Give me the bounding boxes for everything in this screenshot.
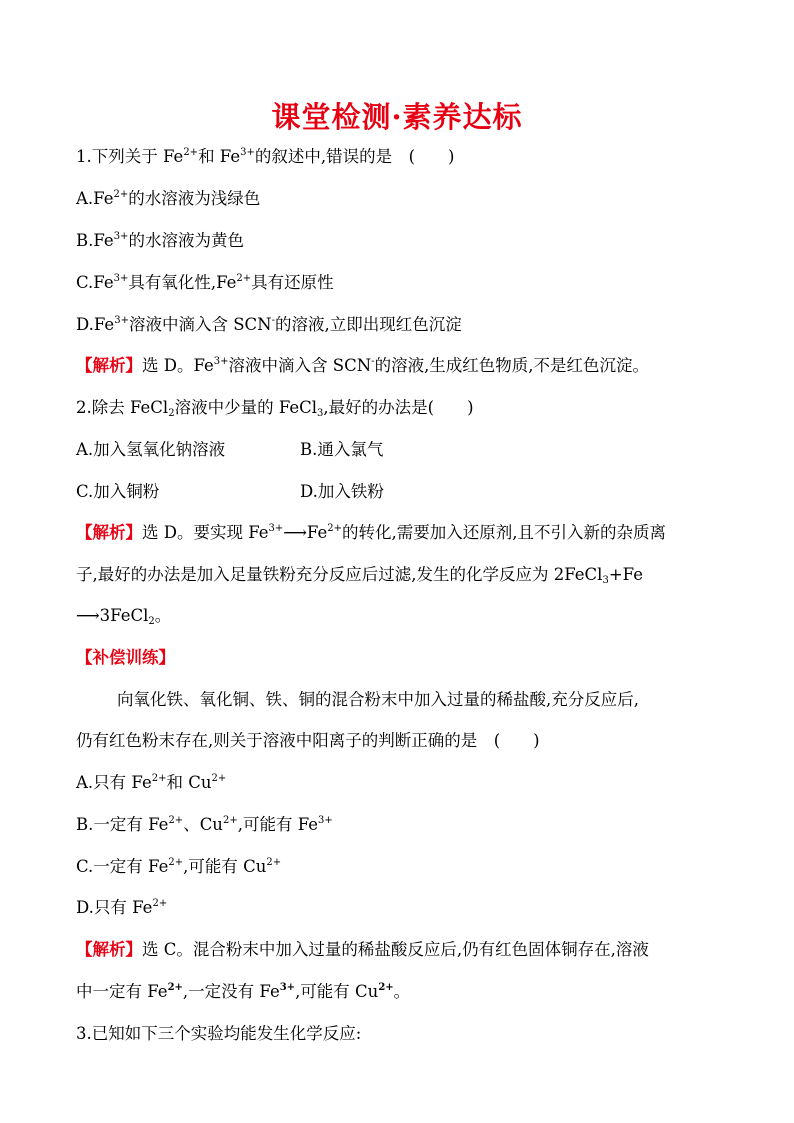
text-run: ,可能有 Cu — [183, 857, 267, 876]
comp-analysis-line2 — [76, 982, 410, 1002]
text-run: A.只有 Fe — [76, 773, 152, 792]
text-run: ⟶Fe — [283, 523, 328, 542]
superscript: - — [371, 356, 375, 367]
superscript: 2+ — [168, 815, 184, 826]
text-run: 和 Cu — [166, 773, 212, 792]
text-run: B.Fe — [76, 231, 114, 250]
text-run: 具有氧化性,Fe — [128, 273, 237, 292]
superscript: 2+ — [167, 982, 183, 993]
analysis-label: 【解析】 — [76, 356, 142, 375]
text-run: 和 Fe — [198, 147, 241, 166]
text-run: B.一定有 Fe — [76, 815, 169, 834]
comp-option-b — [76, 815, 333, 835]
superscript: 2+ — [222, 815, 238, 826]
q3-stem: 3.已知如下三个实验均能发生化学反应: — [76, 1024, 362, 1043]
superscript: 3+ — [213, 356, 229, 367]
text-run: 溶液中滴入含 SCN — [128, 315, 272, 334]
comp-option-d — [76, 898, 167, 918]
q2-option-a: A.加入氢氧化钠溶液 — [76, 440, 226, 459]
text-run: 的水溶液为浅绿色 — [128, 189, 261, 208]
superscript: 2+ — [378, 982, 394, 993]
text-run: 选 C。混合粉末中加入过量的稀盐酸反应后,仍有红色固体铜存在,溶液 — [142, 940, 649, 959]
text-run: 的溶液,生成红色物质,不是红色沉淀。 — [374, 356, 650, 375]
text-run: 的转化,需要加入还原剂,且不引入新的杂质离 — [342, 523, 666, 542]
text-run: 具有还原性 — [251, 273, 334, 292]
text-run: 。 — [154, 606, 172, 625]
superscript: 2+ — [266, 857, 282, 868]
text-run: ,最好的办法是( ) — [323, 398, 474, 417]
superscript: 3+ — [113, 231, 129, 242]
q2-analysis-line2 — [76, 565, 643, 585]
superscript: 2+ — [236, 273, 252, 284]
superscript: 2+ — [152, 898, 168, 909]
text-run: 2.除去 FeCl — [76, 398, 169, 417]
text-run: 子,最好的办法是加入足量铁粉充分反应后过滤,发生的化学反应为 2FeCl — [76, 565, 603, 584]
analysis-label: 【解析】 — [76, 523, 142, 542]
text-run: D.只有 Fe — [76, 898, 153, 917]
superscript: 3+ — [318, 815, 333, 826]
superscript: 3+ — [240, 147, 255, 158]
comp-stem-line2: 仍有红色粉末存在,则关于溶液中阳离子的判断正确的是 ( ) — [76, 731, 540, 750]
text-run: 选 D。Fe — [142, 356, 214, 375]
q1-option-d — [76, 315, 462, 335]
superscript: 3+ — [268, 523, 284, 534]
text-run: ⟶3FeCl — [76, 606, 149, 625]
text-run: 、Cu — [183, 815, 223, 834]
q1-option-a — [76, 189, 260, 209]
text-run: 。 — [393, 982, 411, 1001]
subscript: 3 — [602, 575, 609, 586]
text-run: 选 D。要实现 Fe — [142, 523, 269, 542]
compensatory-training-label: 【补偿训练】 — [76, 648, 175, 667]
superscript: - — [271, 315, 275, 326]
subscript: 3 — [317, 408, 324, 419]
superscript: 2+ — [183, 147, 199, 158]
q1-option-b — [76, 231, 244, 251]
text-run: 的叙述中,错误的是 ( ) — [254, 147, 455, 166]
analysis-label: 【解析】 — [76, 940, 142, 959]
superscript: 2+ — [211, 773, 227, 784]
comp-stem-line1: 向氧化铁、氧化铜、铁、铜的混合粉末中加入过量的稀盐酸,充分反应后, — [117, 690, 639, 709]
text-run: ,可能有 Cu — [295, 982, 379, 1001]
q2-stem — [76, 398, 474, 418]
text-run: 1.下列关于 Fe — [76, 147, 184, 166]
text-run: C.Fe — [76, 273, 114, 292]
text-run: 的溶液,立即出现红色沉淀 — [274, 315, 462, 334]
superscript: 2+ — [327, 523, 342, 534]
subscript: 2 — [168, 408, 175, 419]
q2-option-b: B.通入氯气 — [300, 440, 384, 459]
comp-option-a — [76, 773, 226, 793]
superscript: 3+ — [113, 273, 129, 284]
q1-option-c — [76, 273, 334, 293]
text-run: ,一定没有 Fe — [182, 982, 280, 1001]
text-run: ,可能有 Fe — [237, 815, 319, 834]
subscript: 2 — [148, 616, 155, 627]
text-run: 的水溶液为黄色 — [128, 231, 244, 250]
superscript: 2+ — [151, 773, 167, 784]
text-run: A.Fe — [76, 189, 114, 208]
text-run: 中一定有 Fe — [76, 982, 168, 1001]
text-run: 溶液中少量的 FeCl — [174, 398, 318, 417]
text-run: 溶液中滴入含 SCN — [228, 356, 372, 375]
q2-analysis-line3 — [76, 606, 171, 626]
text-run: C.一定有 Fe — [76, 857, 169, 876]
superscript: 3+ — [114, 315, 129, 326]
q1-stem — [76, 147, 455, 167]
q2-option-d: D.加入铁粉 — [300, 482, 384, 501]
superscript: 3+ — [279, 982, 296, 993]
q2-option-c: C.加入铜粉 — [76, 482, 160, 501]
comp-option-c — [76, 857, 281, 877]
q1-analysis — [76, 356, 649, 376]
superscript: 2+ — [168, 857, 184, 868]
comp-analysis-line1 — [76, 940, 649, 960]
text-run: +Fe — [608, 565, 643, 584]
q2-analysis-line1 — [76, 523, 666, 543]
text-run: D.Fe — [76, 315, 115, 334]
superscript: 2+ — [113, 189, 129, 200]
page-title: 课堂检测·素养达标 — [271, 100, 523, 134]
